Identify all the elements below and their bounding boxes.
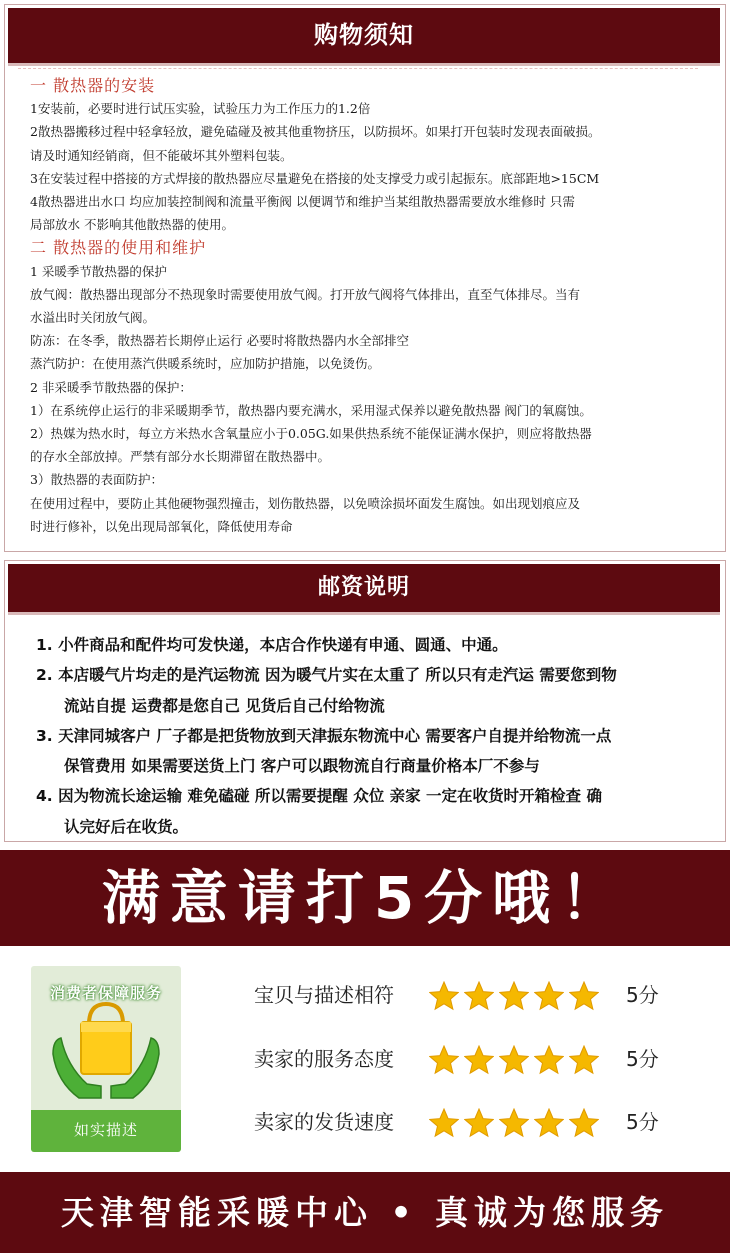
notice-line: 蒸汽防护：在使用蒸汽供暖系统时，应加防护措施，以免烫伤。 [30, 356, 381, 372]
postage-line: 保管费用 如果需要送货上门 客户可以跟物流自行商量价格本厂不参与 [64, 757, 540, 776]
star-icon [499, 981, 529, 1011]
star-icon [569, 1045, 599, 1075]
postage-line: 2. 本店暖气片均走的是汽运物流 因为暖气片实在太重了 所以只有走汽运 需要您到物 [36, 666, 617, 685]
postage-line: 1. 小件商品和配件均可发快递，本店合作快递有申通、圆通、中通。 [36, 636, 508, 654]
rating-score: 5分 [626, 1047, 659, 1071]
notice-line: 的存水全部放掉。严禁有部分水长期滞留在散热器中。 [30, 449, 331, 465]
footer-slogan: 天津智能采暖中心 • 真诚为您服务 [0, 1172, 730, 1253]
shopping-notice-body [30, 74, 720, 538]
notice-line: 放气阀：散热器出现部分不热现象时需要使用放气阀。打开放气阀将气体排出，直至气体排尽。当有 [30, 286, 581, 302]
star-rating [429, 1108, 604, 1138]
notice-line: 2）热媒为热水时，每立方米热水含氧量应小于0.05G.如果供热系统不能保证满水保护，则应将散热器 [30, 426, 592, 442]
star-icon [569, 981, 599, 1011]
postage-line: 流站自提 运费都是您自己 见货后自己付给物流 [64, 696, 385, 715]
rating-score: 5分 [626, 983, 659, 1007]
postage-line: 认完好后在收货。 [64, 817, 189, 836]
rating-label: 卖家的发货速度 [254, 1110, 394, 1134]
star-icon [499, 1108, 529, 1138]
postage-title: 邮资说明 [8, 564, 720, 615]
star-icon [464, 1045, 494, 1075]
badge-title: 消费者保障服务 [49, 984, 162, 1002]
notice-line: 3）散热器的表面防护： [30, 472, 163, 488]
postage-list [36, 630, 716, 842]
usage-heading: 二 散热器的使用和维护 [30, 238, 207, 258]
rating-request-banner: 满意请打5分哦！ [0, 850, 730, 946]
install-heading: 一 散热器的安装 [30, 76, 156, 95]
shopping-bag-in-hands-icon [31, 966, 181, 1116]
star-icon [429, 981, 459, 1011]
install-list [30, 97, 720, 236]
notice-line: 2散热器搬移过程中轻拿轻放，避免磕碰及被其他重物挤压，以防损坏。如果打开包装时发现表面破损。 [30, 124, 601, 140]
rating-label: 宝贝与描述相符 [254, 983, 394, 1007]
star-icon [429, 1045, 459, 1075]
star-icon [569, 1108, 599, 1138]
star-rating [429, 981, 604, 1011]
usage-list [30, 260, 720, 538]
rating-score: 5分 [626, 1110, 659, 1134]
notice-line: 防冻：在冬季，散热器若长期停止运行 必要时将散热器内水全部排空 [30, 333, 409, 349]
star-icon [534, 981, 564, 1011]
consumer-protection-badge [31, 966, 181, 1152]
notice-line: 2 非采暖季节散热器的保护： [30, 379, 192, 395]
notice-line: 在使用过程中，要防止其他硬物强烈撞击，划伤散热器，以免喷涂损坏面发生腐蚀。如出现划痕应及 [30, 495, 581, 511]
notice-line: 时进行修补，以免出现局部氧化，降低使用寿命 [30, 518, 293, 534]
notice-line: 请及时通知经销商，但不能破坏其外塑料包装。 [30, 147, 293, 163]
star-icon [464, 981, 494, 1011]
badge-caption: 如实描述 [31, 1110, 181, 1152]
notice-line: 1安装前，必要时进行试压实验，试验压力为工作压力的1.2倍 [30, 101, 371, 117]
rating-row [254, 1039, 694, 1079]
notice-line: 水溢出时关闭放气阀。 [30, 310, 156, 326]
rating-row [254, 1102, 694, 1142]
rating-label: 卖家的服务态度 [254, 1047, 394, 1071]
notice-line: 1）在系统停止运行的非采暖期季节，散热器内要充满水，采用湿式保养以避免散热器 阀门的氧腐蚀。 [30, 402, 592, 418]
shopping-notice-title: 购物须知 [8, 8, 720, 66]
rating-row [254, 975, 694, 1015]
notice-line: 4散热器进出水口 均应加装控制阀和流量平衡阀 以便调节和维护当某组散热器需要放水维修时 只需 [30, 194, 575, 210]
star-rating [429, 1045, 604, 1075]
star-icon [534, 1045, 564, 1075]
star-icon [429, 1108, 459, 1138]
star-icon [464, 1108, 494, 1138]
postage-line: 4. 因为物流长途运输 难免磕碰 所以需要提醒 众位 亲家 一定在收货时开箱检查 确 [36, 787, 602, 806]
star-icon [534, 1108, 564, 1138]
star-icon [499, 1045, 529, 1075]
divider [18, 68, 698, 69]
notice-line: 3在安装过程中搭接的方式焊接的散热器应尽量避免在搭接的处支撑受力或引起振东。底部距地>15CM [30, 170, 600, 186]
postage-line: 3. 天津同城客户 厂子都是把货物放到天津振东物流中心 需要客户自提并给物流一点 [36, 726, 612, 745]
notice-line: 1 采暖季节散热器的保护 [30, 263, 167, 279]
notice-line: 局部放水 不影响其他散热器的使用。 [30, 217, 234, 233]
